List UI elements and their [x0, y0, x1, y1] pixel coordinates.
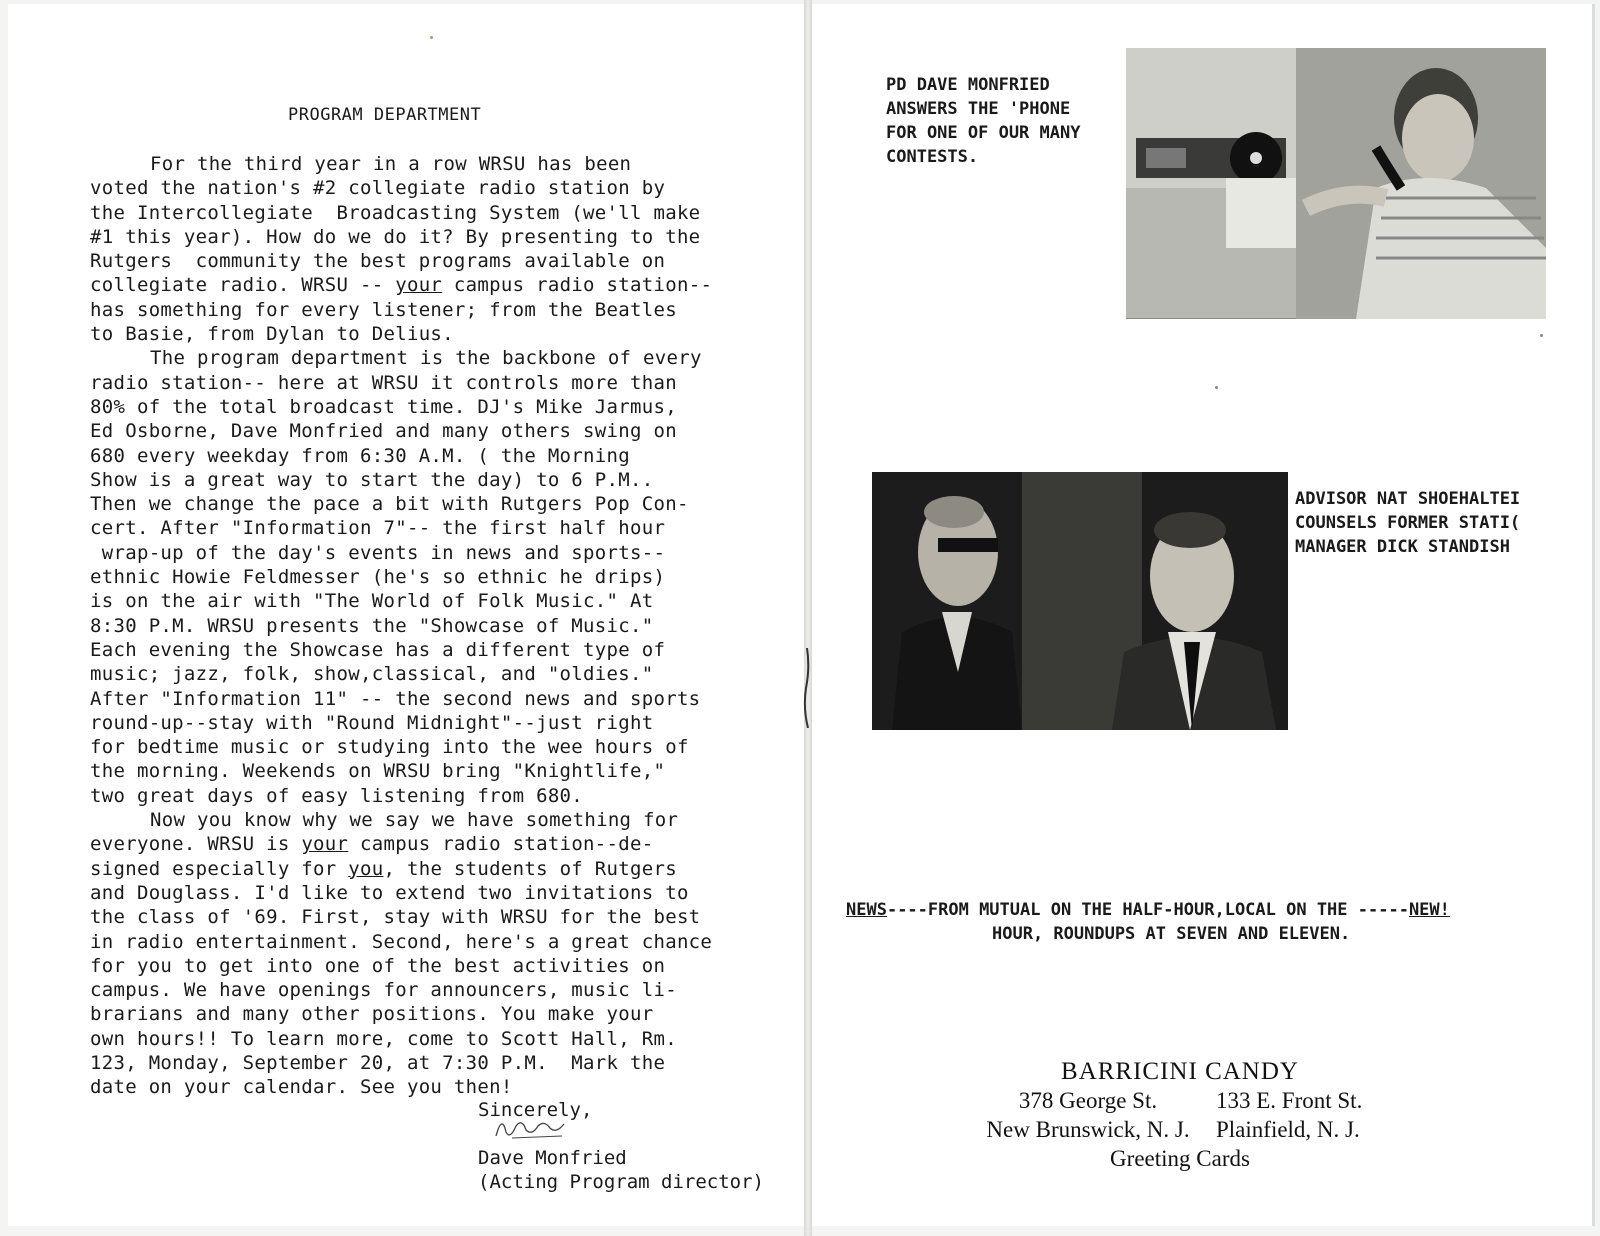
body-line: round-up--stay with "Round Midnight"--just right — [90, 711, 654, 734]
body-line: two great days of easy listening from 680. — [90, 784, 584, 807]
body-line: Each evening the Showcase has a different type of — [90, 638, 666, 661]
body-line: The program department is the backbone of every — [150, 347, 702, 370]
body-line: the class of '69. First, stay with WRSU for the best — [90, 906, 701, 929]
news-schedule — [846, 898, 1556, 946]
paper-speck — [1540, 334, 1543, 337]
body-line: in radio entertainment. Second, here's a great chance — [90, 930, 713, 953]
body-line-segment: everyone. WRSU is — [90, 833, 302, 856]
article-body — [90, 152, 750, 1100]
ad-title: BARRICINI CANDY — [1061, 1058, 1299, 1085]
ad-footer: Greeting Cards — [1110, 1146, 1250, 1171]
body-line-segment: campus radio station-- — [442, 274, 713, 297]
body-line-segment: collegiate radio. WRSU -- — [90, 274, 396, 297]
body-line: After "Information 11" -- the second news and sports — [90, 687, 701, 710]
ad-address-2-street: 133 E. Front St. — [1216, 1088, 1363, 1113]
body-line: voted the nation's #2 collegiate radio station by — [90, 177, 666, 200]
body-line: 123, Monday, September 20, at 7:30 P.M. Mark the — [90, 1051, 666, 1074]
body-line: wrap-up of the day's events in news and sports-- — [90, 541, 666, 564]
body-line: the morning. Weekends on WRSU bring "Knightlife," — [90, 760, 666, 783]
news-line-2: HOUR, ROUNDUPS AT SEVEN AND ELEVEN. — [992, 924, 1351, 944]
body-line: music; jazz, folk, show,classical, and "oldies." — [90, 663, 654, 686]
body-line — [90, 857, 750, 881]
body-line: Ed Osborne, Dave Monfried and many others swing on — [90, 420, 677, 443]
ad-row-cities — [960, 1115, 1420, 1144]
body-line — [90, 832, 750, 856]
ad-address-1-street: 378 George St. — [1018, 1088, 1158, 1113]
signature-name: Dave Monfried — [478, 1147, 627, 1169]
body-line: Then we change the pace a bit with Rutgers Pop Con- — [90, 493, 689, 516]
body-line: ethnic Howie Feldmesser (he's so ethnic he drips) — [90, 566, 666, 589]
photo-advisor-manager — [872, 472, 1288, 730]
signature-title: (Acting Program director) — [478, 1171, 764, 1193]
photo-caption-2: ADVISOR NAT SHOEHALTEI COUNSELS FORMER STATI( MANAGER DICK STANDISH — [1295, 489, 1521, 557]
ad-row-streets — [960, 1086, 1420, 1115]
closing: Sincerely, — [478, 1099, 593, 1121]
body-line: 8:30 P.M. WRSU presents the "Showcase of Music." — [90, 614, 654, 637]
body-line: own hours!! To learn more, come to Scott Hall, Rm. — [90, 1027, 677, 1050]
body-line-segment: signed especially for — [90, 857, 349, 880]
page-heading: PROGRAM DEPARTMENT — [288, 105, 482, 125]
body-line-segment: , the students of Rutgers — [383, 857, 677, 880]
news-label-right: NEW! — [1408, 900, 1450, 920]
body-line: Rutgers community the best programs available on — [90, 250, 666, 273]
body-line: cert. After "Information 7"-- the first half hour — [90, 517, 666, 540]
body-line: date on your calendar. See you then! — [90, 1076, 513, 1099]
underlined-word: your — [301, 833, 349, 856]
staple-icon — [802, 648, 812, 728]
photo-dj-phone — [1126, 48, 1546, 319]
body-line: 680 every weekday from 6:30 A.M. ( the Morning — [90, 444, 630, 467]
ad-address-2-city: Plainfield, N. J. — [1216, 1117, 1360, 1142]
body-line: to Basie, from Dylan to Delius. — [90, 323, 454, 346]
body-line: brarians and many other positions. You make your — [90, 1003, 654, 1026]
body-line: radio station-- here at WRSU it controls more than — [90, 371, 677, 394]
ad-address-1-city: New Brunswick, N. J. — [986, 1117, 1190, 1142]
body-line: Now you know why we say we have something for — [150, 809, 679, 832]
body-line: #1 this year). How do we do it? By presenting to the — [90, 225, 701, 248]
body-line: for you to get into one of the best activities on — [90, 954, 666, 977]
news-line-1: ----FROM MUTUAL ON THE HALF-HOUR,LOCAL ON THE ----- — [886, 900, 1409, 920]
paper-speck — [430, 36, 433, 39]
body-line: and Douglass. I'd like to extend two invitations to — [90, 881, 689, 904]
body-line: campus. We have openings for announcers, music li- — [90, 979, 677, 1002]
body-line: For the third year in a row WRSU has been — [150, 153, 632, 175]
binding-gutter — [804, 0, 812, 1236]
underlined-word: you — [348, 857, 384, 880]
advertisement — [960, 1058, 1420, 1173]
body-line — [90, 273, 750, 297]
body-line: for bedtime music or studying into the wee hours of — [90, 736, 689, 759]
handwritten-signature — [492, 1112, 572, 1142]
paper-speck — [1215, 386, 1218, 389]
body-line-segment: campus radio station--de- — [348, 833, 654, 856]
body-line: 80% of the total broadcast time. DJ's Mike Jarmus, — [90, 395, 677, 418]
photo-caption-1: PD DAVE MONFRIED ANSWERS THE 'PHONE FOR ONE OF OUR MANY CONTESTS. — [886, 75, 1081, 167]
body-line: Show is a great way to start the day) to 6 P.M.. — [90, 468, 654, 491]
body-line: is on the air with "The World of Folk Music." At — [90, 590, 654, 613]
body-line: has something for every listener; from the Beatles — [90, 298, 677, 321]
underlined-word: your — [395, 274, 443, 297]
body-line: the Intercollegiate Broadcasting System (we'll make — [90, 201, 701, 224]
news-label-left: NEWS — [846, 900, 887, 920]
